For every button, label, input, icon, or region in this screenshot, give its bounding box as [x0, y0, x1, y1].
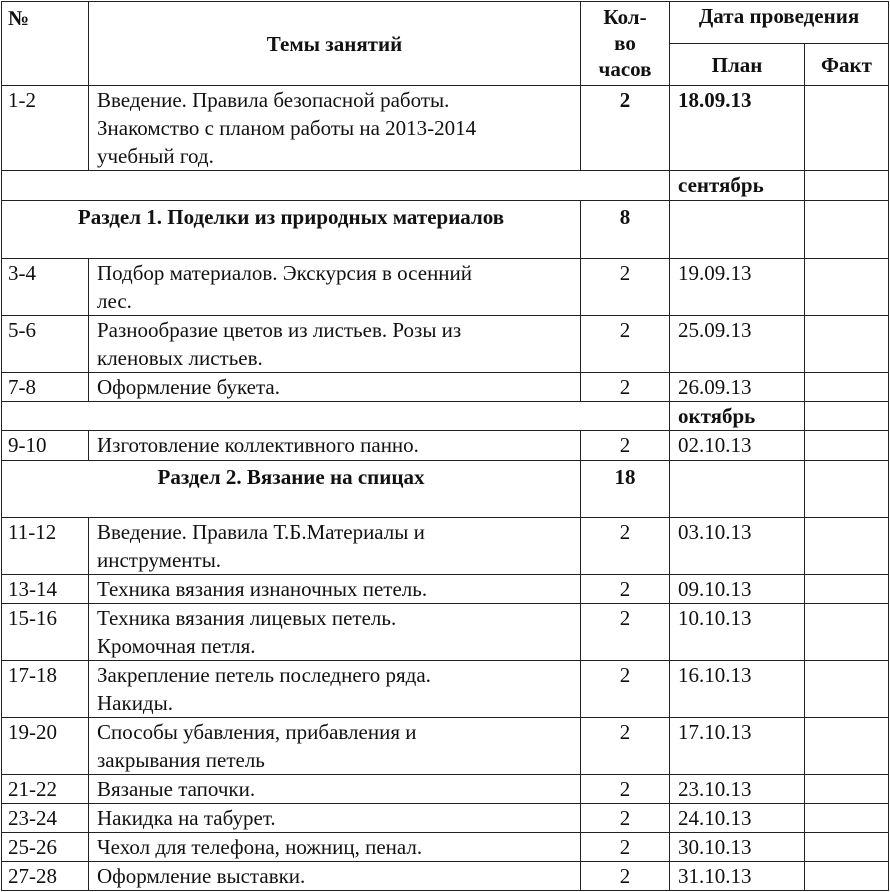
lesson-topic-line: инструменты. — [97, 548, 222, 572]
lesson-row — [2, 575, 889, 604]
month-fact — [805, 402, 889, 431]
lesson-number: 9-10 — [2, 431, 89, 461]
lesson-topic — [89, 86, 581, 171]
lesson-number: 3-4 — [2, 259, 89, 316]
lesson-row — [2, 804, 889, 833]
lesson-fact-date — [805, 431, 889, 461]
lesson-hours: 2 — [581, 804, 670, 833]
lesson-topic-line: Оформление букета. — [97, 375, 280, 399]
lesson-topic — [89, 804, 581, 833]
month-label: сентябрь — [670, 171, 805, 201]
lesson-fact-date — [805, 604, 889, 661]
lesson-topic-line: Оформление выставки. — [97, 864, 306, 888]
header-topic: Темы занятий — [89, 2, 581, 86]
lesson-fact-date — [805, 259, 889, 316]
lesson-fact-date — [805, 518, 889, 575]
lesson-topic-line: Накиды. — [97, 691, 173, 715]
lesson-plan-date: 19.09.13 — [670, 259, 805, 316]
lesson-topic-line: Подбор материалов. Экскурсия в осенний — [97, 261, 473, 285]
lesson-row — [2, 775, 889, 804]
lesson-topic — [89, 259, 581, 316]
lesson-row — [2, 862, 889, 891]
lesson-topic-line: Накидка на табурет. — [97, 806, 276, 830]
lesson-hours: 2 — [581, 431, 670, 461]
lesson-topic-line: Введение. Правила безопасной работы. — [97, 88, 450, 112]
lesson-number: 27-28 — [2, 862, 89, 891]
lesson-topic-line: Способы убавления, прибавления и — [97, 720, 417, 744]
section-row — [2, 201, 889, 259]
lesson-fact-date — [805, 775, 889, 804]
lesson-hours: 2 — [581, 833, 670, 862]
header-hours — [581, 2, 670, 86]
header-hours-line: Кол- — [603, 5, 647, 29]
lesson-number: 17-18 — [2, 661, 89, 718]
lesson-number: 11-12 — [2, 518, 89, 575]
section-hours: 8 — [581, 201, 670, 259]
lesson-topic — [89, 316, 581, 373]
lesson-topic-line: Закрепление петель последнего ряда. — [97, 663, 431, 687]
lesson-row — [2, 316, 889, 373]
lesson-fact-date — [805, 316, 889, 373]
lesson-plan-date: 26.09.13 — [670, 373, 805, 402]
header-row — [2, 2, 889, 44]
lesson-topic-line: Чехол для телефона, ножниц, пенал. — [97, 835, 423, 859]
lesson-hours: 2 — [581, 259, 670, 316]
lesson-topic — [89, 862, 581, 891]
lesson-hours: 2 — [581, 86, 670, 171]
lesson-number: 1-2 — [2, 86, 89, 171]
lesson-plan-table — [1, 1, 889, 891]
section-hours: 18 — [581, 461, 670, 518]
lesson-topic-line: Техника вязания лицевых петель. — [97, 606, 397, 630]
header-hours-line: часов — [598, 57, 652, 81]
section-fact — [805, 201, 889, 259]
section-fact — [805, 461, 889, 518]
lesson-row — [2, 373, 889, 402]
lesson-hours: 2 — [581, 775, 670, 804]
lesson-row — [2, 86, 889, 171]
lesson-fact-date — [805, 661, 889, 718]
lesson-fact-date — [805, 575, 889, 604]
lesson-plan-date: 18.09.13 — [670, 86, 805, 171]
lesson-row — [2, 661, 889, 718]
header-hours-line: во — [614, 31, 636, 55]
header-fact: Факт — [805, 44, 889, 86]
lesson-number: 7-8 — [2, 373, 89, 402]
lesson-fact-date — [805, 862, 889, 891]
lesson-plan-date: 09.10.13 — [670, 575, 805, 604]
month-row — [2, 171, 889, 201]
lesson-fact-date — [805, 86, 889, 171]
lesson-fact-date — [805, 833, 889, 862]
lesson-hours: 2 — [581, 316, 670, 373]
lesson-topic-line: Вязаные тапочки. — [97, 777, 256, 801]
section-title: Раздел 2. Вязание на спицах — [2, 461, 581, 518]
lesson-topic — [89, 661, 581, 718]
section-row — [2, 461, 889, 518]
section-plan — [670, 461, 805, 518]
lesson-row — [2, 431, 889, 461]
lesson-topic — [89, 575, 581, 604]
lesson-hours: 2 — [581, 862, 670, 891]
lesson-topic — [89, 373, 581, 402]
month-spacer — [2, 402, 670, 431]
lesson-topic-line: Изготовление коллективного панно. — [97, 433, 419, 457]
lesson-topic-line: лес. — [97, 289, 132, 313]
lesson-fact-date — [805, 718, 889, 775]
lesson-topic-line: учебный год. — [97, 144, 214, 168]
lesson-hours: 2 — [581, 575, 670, 604]
lesson-topic-line: Введение. Правила Т.Б.Материалы и — [97, 520, 425, 544]
lesson-number: 23-24 — [2, 804, 89, 833]
section-title: Раздел 1. Поделки из природных материалов — [2, 201, 581, 259]
lesson-number: 5-6 — [2, 316, 89, 373]
lesson-topic-line: кленовых листьев. — [97, 346, 263, 370]
lesson-topic — [89, 775, 581, 804]
month-fact — [805, 171, 889, 201]
lesson-hours: 2 — [581, 373, 670, 402]
month-spacer — [2, 171, 670, 201]
lesson-hours: 2 — [581, 661, 670, 718]
lesson-plan-date: 30.10.13 — [670, 833, 805, 862]
lesson-row — [2, 833, 889, 862]
lesson-hours: 2 — [581, 518, 670, 575]
lesson-topic-line: Кромочная петля. — [97, 634, 256, 658]
lesson-plan-date: 25.09.13 — [670, 316, 805, 373]
lesson-plan-date: 31.10.13 — [670, 862, 805, 891]
lesson-fact-date — [805, 373, 889, 402]
header-number: № — [2, 2, 89, 86]
lesson-number: 15-16 — [2, 604, 89, 661]
lesson-topic — [89, 718, 581, 775]
lesson-plan-date: 23.10.13 — [670, 775, 805, 804]
lesson-row — [2, 718, 889, 775]
lesson-number: 21-22 — [2, 775, 89, 804]
lesson-topic-line: Знакомство с планом работы на 2013-2014 — [97, 116, 477, 140]
lesson-topic — [89, 518, 581, 575]
lesson-number: 13-14 — [2, 575, 89, 604]
lesson-hours: 2 — [581, 718, 670, 775]
lesson-plan-date: 24.10.13 — [670, 804, 805, 833]
lesson-topic — [89, 431, 581, 461]
lesson-row — [2, 604, 889, 661]
month-row — [2, 402, 889, 431]
lesson-number: 25-26 — [2, 833, 89, 862]
section-plan — [670, 201, 805, 259]
lesson-topic-line: Техника вязания изнаночных петель. — [97, 577, 428, 601]
lesson-fact-date — [805, 804, 889, 833]
lesson-number: 19-20 — [2, 718, 89, 775]
lesson-topic — [89, 833, 581, 862]
header-date: Дата проведения — [670, 2, 889, 44]
lesson-plan-date: 17.10.13 — [670, 718, 805, 775]
month-label: октябрь — [670, 402, 805, 431]
lesson-row — [2, 518, 889, 575]
lesson-plan-date: 10.10.13 — [670, 604, 805, 661]
lesson-topic-line: закрывания петель — [97, 748, 265, 772]
lesson-plan-date: 16.10.13 — [670, 661, 805, 718]
lesson-hours: 2 — [581, 604, 670, 661]
lesson-plan-date: 02.10.13 — [670, 431, 805, 461]
lesson-row — [2, 259, 889, 316]
lesson-topic — [89, 604, 581, 661]
lesson-plan-date: 03.10.13 — [670, 518, 805, 575]
lesson-topic-line: Разнообразие цветов из листьев. Розы из — [97, 318, 462, 342]
header-plan: План — [670, 44, 805, 86]
